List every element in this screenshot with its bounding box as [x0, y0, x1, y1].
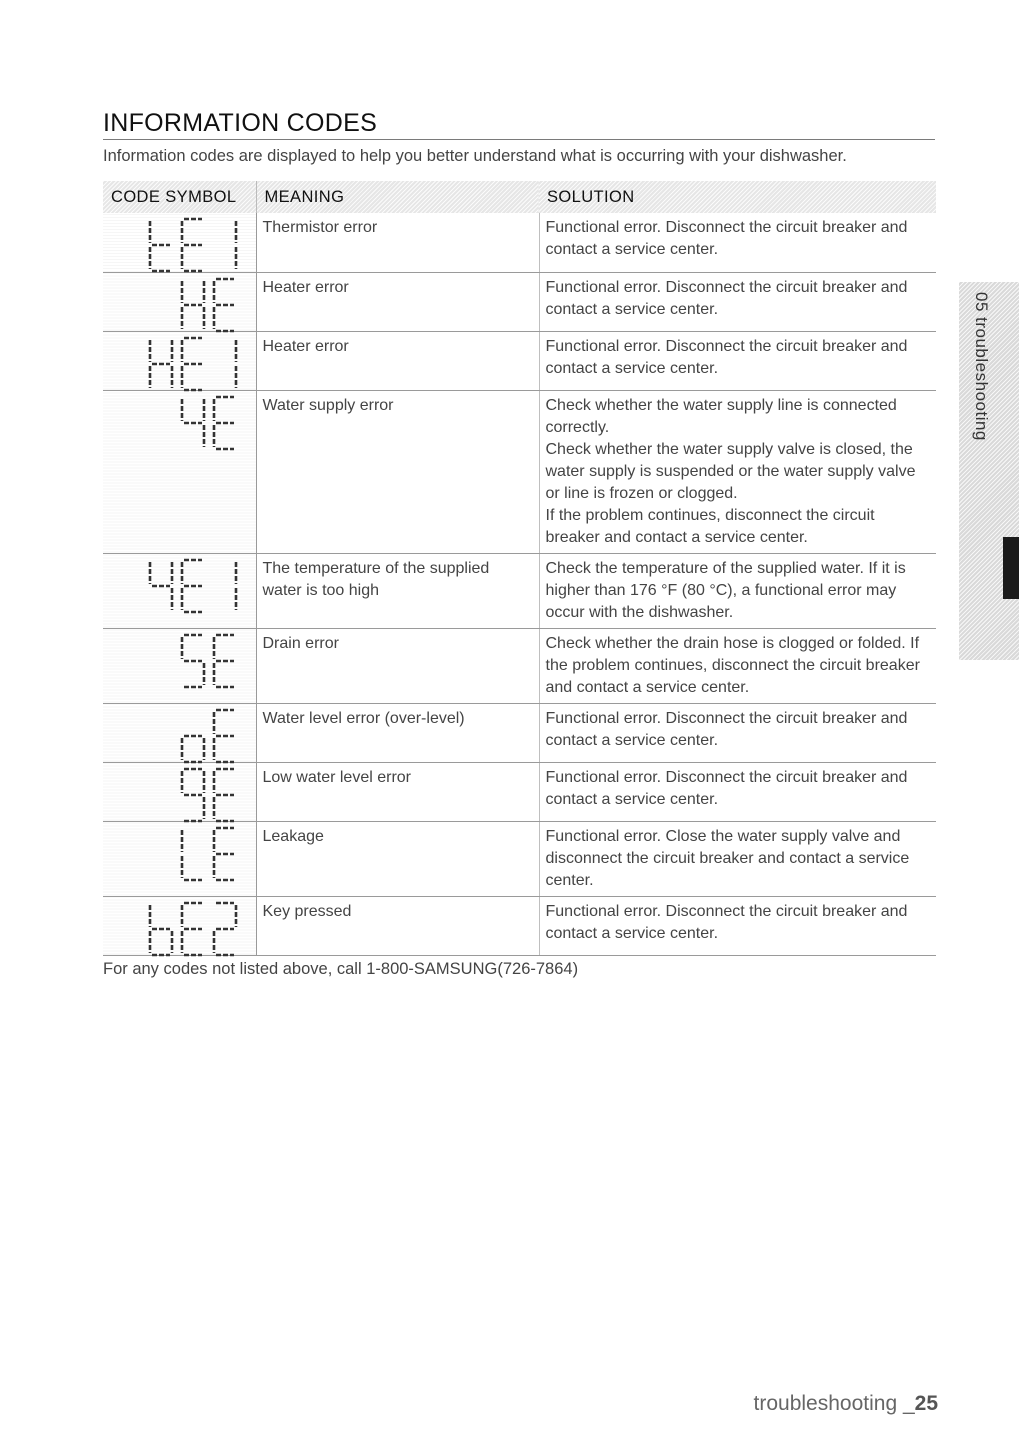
lcd-digit	[212, 708, 238, 764]
solution-paragraph: Check whether the water supply line is connected correctly.	[545, 396, 897, 436]
meaning-cell: Water supply error	[256, 390, 539, 553]
lcd-digit	[180, 336, 206, 392]
table-row	[103, 628, 936, 703]
lcd-digit	[148, 336, 174, 392]
meaning-cell: Heater error	[256, 272, 539, 331]
footer-note: For any codes not listed above, call 1-800-SAMSUNG(726-7864)	[103, 960, 579, 978]
lcd-code	[148, 901, 238, 957]
lcd-code	[180, 826, 238, 882]
meaning-cell: The temperature of the supplied water is too high	[256, 553, 539, 628]
section-side-tab	[959, 282, 1019, 660]
lcd-code	[180, 767, 238, 823]
lcd-digit	[180, 277, 206, 333]
solution-cell: Functional error. Disconnect the circuit breaker and contact a service center.	[539, 272, 936, 331]
lcd-digit	[212, 901, 238, 957]
table-row	[103, 762, 936, 821]
lcd-digit	[180, 826, 206, 882]
header-solution: SOLUTION	[539, 181, 936, 213]
solution-paragraph: Check whether the water supply valve is closed, the water supply is suspended or the water supply valve or line is frozen or clogged.	[545, 440, 916, 502]
code-symbol-cell	[103, 703, 256, 762]
page-title: INFORMATION CODES	[103, 110, 935, 140]
solution-cell: Functional error. Disconnect the circuit breaker and contact a service center.	[539, 703, 936, 762]
lcd-digit	[180, 633, 206, 689]
lcd-digit	[212, 767, 238, 823]
code-symbol-cell	[103, 213, 256, 272]
header-code-symbol: CODE SYMBOL	[103, 181, 256, 213]
solution-cell: Check whether the drain hose is clogged or folded. If the problem continues, disconnect the circuit breaker and contact a service center.	[539, 628, 936, 703]
lcd-code	[180, 395, 238, 451]
table-row	[103, 331, 936, 390]
solution-cell	[539, 390, 936, 553]
meaning-cell: Water level error (over-level)	[256, 703, 539, 762]
solution-cell: Functional error. Disconnect the circuit breaker and contact a service center.	[539, 762, 936, 821]
lcd-code	[180, 633, 238, 689]
code-symbol-cell	[103, 896, 256, 955]
table-row	[103, 213, 936, 272]
table-row	[103, 821, 936, 896]
information-codes-table	[103, 181, 936, 956]
lcd-code	[148, 336, 238, 392]
page-footer	[754, 1392, 938, 1416]
solution-cell: Functional error. Disconnect the circuit breaker and contact a service center.	[539, 896, 936, 955]
meaning-cell: Key pressed	[256, 896, 539, 955]
lcd-digit	[180, 395, 206, 451]
lcd-code	[148, 558, 238, 614]
lcd-digit	[180, 217, 206, 273]
code-symbol-cell	[103, 331, 256, 390]
lcd-digit	[212, 558, 238, 614]
table-row	[103, 703, 936, 762]
code-symbol-cell	[103, 762, 256, 821]
side-tab-marker	[1003, 537, 1019, 599]
code-symbol-cell	[103, 390, 256, 553]
table-row	[103, 553, 936, 628]
lcd-digit	[180, 767, 206, 823]
code-symbol-cell	[103, 553, 256, 628]
side-tab-label: 05 troubleshooting	[972, 292, 991, 441]
meaning-cell: Drain error	[256, 628, 539, 703]
lcd-digit	[212, 336, 238, 392]
lcd-digit	[180, 901, 206, 957]
lcd-code	[180, 708, 238, 764]
lcd-code	[180, 277, 238, 333]
footer-section-label: troubleshooting _	[753, 1392, 915, 1415]
lcd-digit	[180, 708, 206, 764]
solution-paragraph: If the problem continues, disconnect the circuit breaker and contact a service center.	[545, 506, 875, 546]
meaning-cell: Thermistor error	[256, 213, 539, 272]
solution-cell: Check the temperature of the supplied water. If it is higher than 176 °F (80 °C), a functional error may occur with the dishwasher.	[539, 553, 936, 628]
table-row	[103, 390, 936, 553]
code-symbol-cell	[103, 272, 256, 331]
table-row	[103, 896, 936, 955]
lcd-code	[148, 217, 238, 273]
lcd-digit	[212, 826, 238, 882]
solution-cell: Functional error. Disconnect the circuit breaker and contact a service center.	[539, 213, 936, 272]
meaning-cell: Heater error	[256, 331, 539, 390]
lcd-digit	[180, 558, 206, 614]
lcd-digit	[148, 901, 174, 957]
table-header-row	[103, 181, 936, 213]
lcd-digit	[148, 558, 174, 614]
lcd-digit	[148, 217, 174, 273]
intro-text: Information codes are displayed to help you better understand what is occurring with your dishwasher.	[103, 147, 847, 165]
meaning-cell: Low water level error	[256, 762, 539, 821]
meaning-cell: Leakage	[256, 821, 539, 896]
code-symbol-cell	[103, 821, 256, 896]
page-number: 25	[914, 1392, 938, 1415]
solution-cell: Functional error. Disconnect the circuit breaker and contact a service center.	[539, 331, 936, 390]
lcd-digit	[212, 395, 238, 451]
code-symbol-cell	[103, 628, 256, 703]
solution-cell: Functional error. Close the water supply valve and disconnect the circuit breaker and contact a service center.	[539, 821, 936, 896]
lcd-digit	[212, 633, 238, 689]
lcd-digit	[212, 277, 238, 333]
lcd-digit	[212, 217, 238, 273]
header-meaning: MEANING	[256, 181, 539, 213]
table-row	[103, 272, 936, 331]
